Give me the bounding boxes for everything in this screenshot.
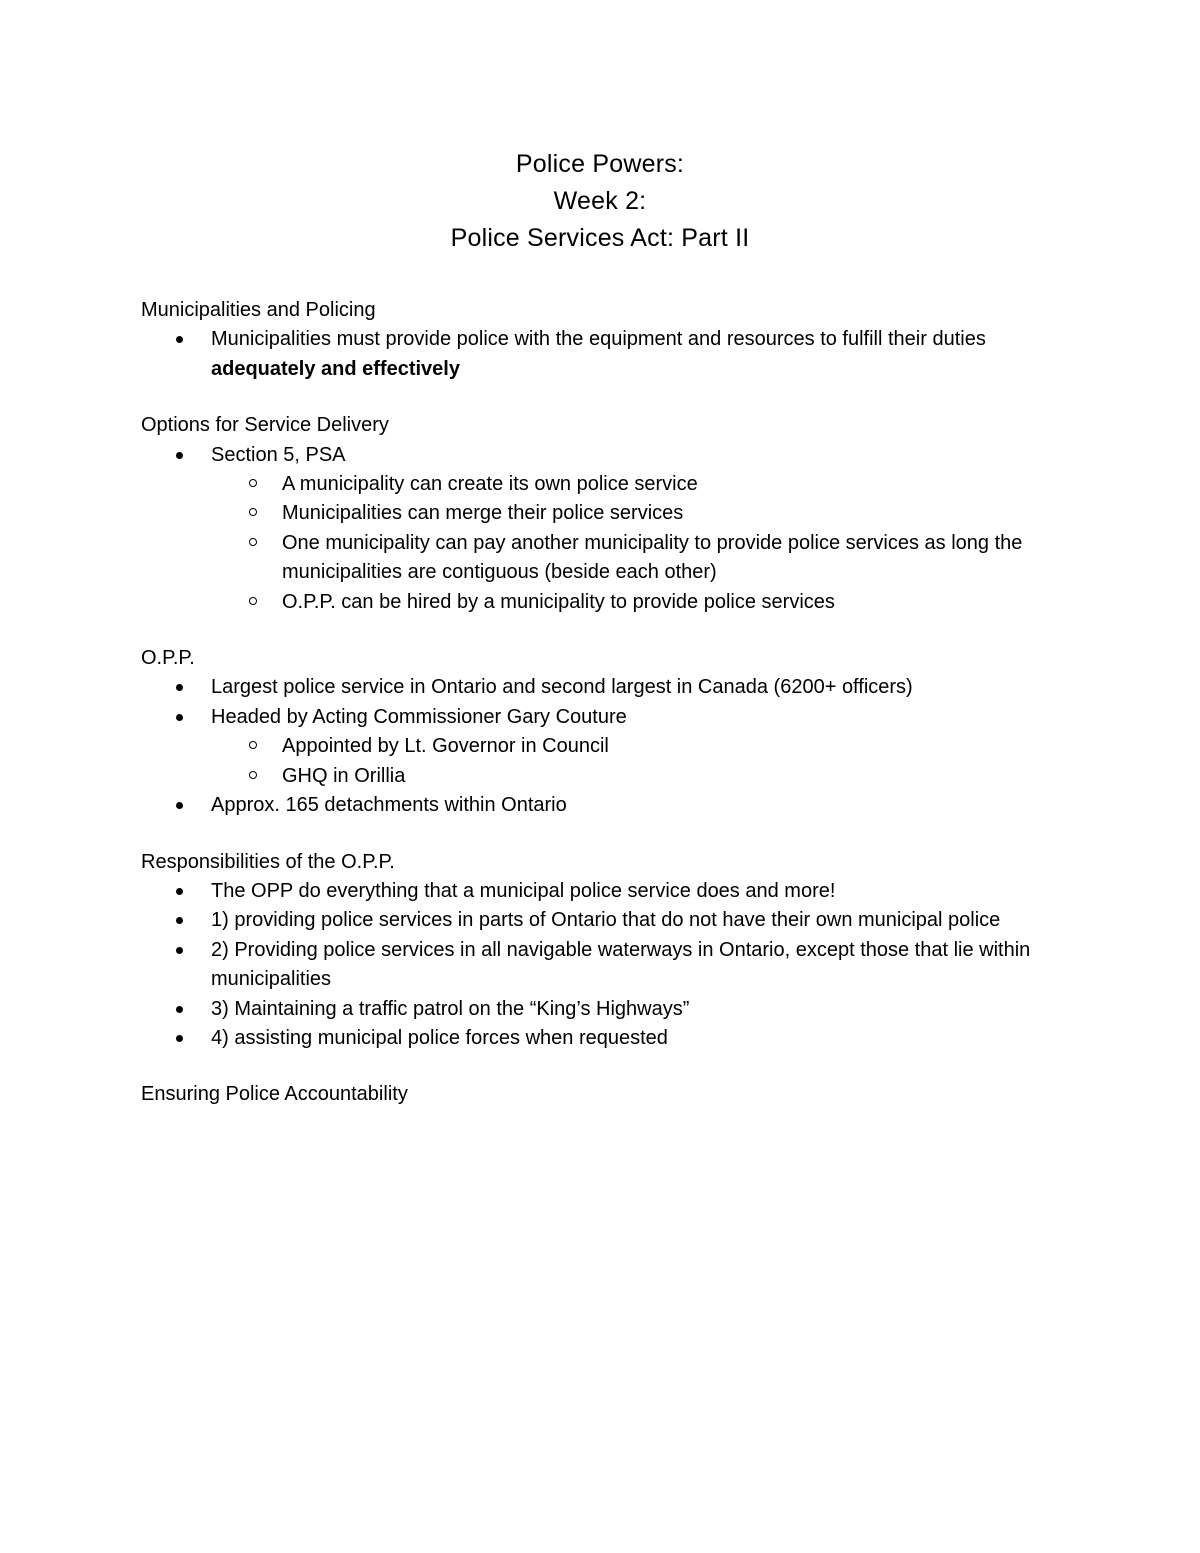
list-item-emphasis: adequately and effectively xyxy=(211,357,460,380)
list-item-text: Headed by Acting Commissioner Gary Couture xyxy=(211,705,627,728)
document-body xyxy=(141,296,1061,1137)
bullet-list xyxy=(141,441,1061,617)
title-line-2: Week 2: xyxy=(553,187,647,215)
list-item-text: Section 5, PSA xyxy=(211,443,346,466)
sub-list-item: Appointed by Lt. Governor in Council xyxy=(282,732,1061,761)
document-title xyxy=(0,146,1200,257)
bullet-list xyxy=(141,325,1061,384)
section-heading: Options for Service Delivery xyxy=(141,414,389,437)
bullet-list xyxy=(141,877,1061,1053)
list-item xyxy=(211,325,1061,384)
list-item-text: Municipalities must provide police with the equipment and resources to fulfill their duties xyxy=(211,328,986,351)
list-item: Approx. 165 detachments within Ontario xyxy=(211,791,1061,820)
list-item: 4) assisting municipal police forces when requested xyxy=(211,1024,1061,1053)
list-item: 2) Providing police services in all navigable waterways in Ontario, except those that lie within municipalities xyxy=(211,936,1061,995)
section-heading: Municipalities and Policing xyxy=(141,299,376,321)
section-municipalities xyxy=(141,296,1061,384)
sub-list xyxy=(211,732,1061,791)
sub-list-item: One municipality can pay another municipality to provide police services as long the municipalities are contiguous (beside each other) xyxy=(282,529,1061,588)
list-item: 1) providing police services in parts of Ontario that do not have their own municipal police xyxy=(211,906,1061,935)
title-line-3: Police Services Act: Part II xyxy=(450,224,750,252)
list-item xyxy=(211,703,1061,791)
section-accountability xyxy=(141,1080,1061,1109)
section-heading: Responsibilities of the O.P.P. xyxy=(141,850,395,873)
sub-list-item: A municipality can create its own police service xyxy=(282,470,1061,499)
section-heading: Ensuring Police Accountability xyxy=(141,1083,408,1106)
section-options xyxy=(141,411,1061,617)
sub-list-item: Municipalities can merge their police services xyxy=(282,499,1061,528)
sub-list-item: GHQ in Orillia xyxy=(282,762,1061,791)
list-item xyxy=(211,441,1061,617)
section-heading: O.P.P. xyxy=(141,647,195,670)
sub-list-item: O.P.P. can be hired by a municipality to provide police services xyxy=(282,588,1061,617)
section-opp xyxy=(141,644,1061,820)
list-item: 3) Maintaining a traffic patrol on the “King’s Highways” xyxy=(211,995,1061,1024)
sub-list xyxy=(211,470,1061,617)
list-item: The OPP do everything that a municipal police service does and more! xyxy=(211,877,1061,906)
title-line-1: Police Powers: xyxy=(515,150,685,178)
section-responsibilities xyxy=(141,848,1061,1054)
list-item: Largest police service in Ontario and second largest in Canada (6200+ officers) xyxy=(211,673,1061,702)
bullet-list xyxy=(141,673,1061,820)
